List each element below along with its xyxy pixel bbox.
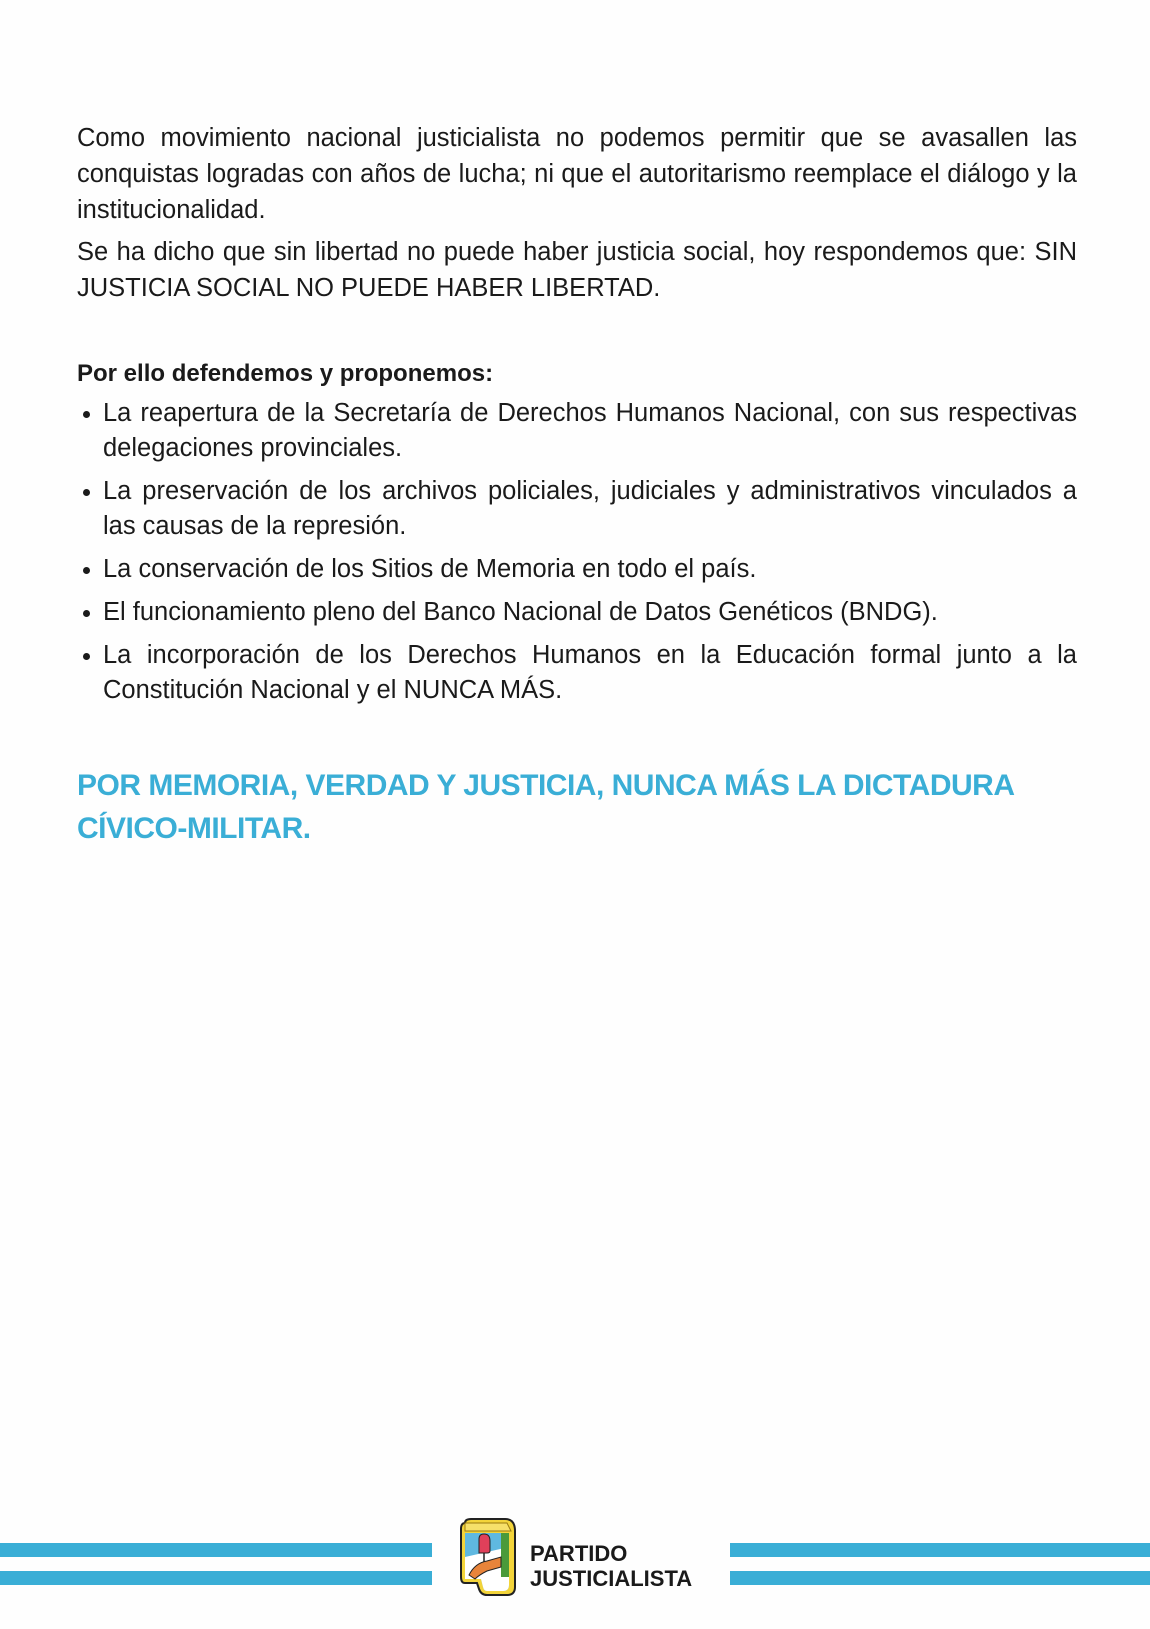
bullet-icon [83, 610, 90, 617]
proposals-heading: Por ello defendemos y proponemos: [77, 360, 494, 387]
intro-paragraph: Como movimiento nacional justicialista no podemos permitir que se avasallen las conquistas logradas con años de lucha; ni que el autoritarismo reemplace el diálogo y la institucionalidad. [77, 124, 1077, 224]
bullet-icon [83, 653, 90, 660]
slogan [77, 764, 1087, 850]
list-item [77, 595, 1077, 630]
proposals-list [77, 396, 1077, 716]
slogan-line-2: CÍVICO-MILITAR. [77, 812, 311, 845]
bullet-icon [83, 411, 90, 418]
list-item-text: El funcionamiento pleno del Banco Nacional de Datos Genéticos (BNDG). [103, 598, 938, 626]
brand-line-1: PARTIDO [530, 1541, 628, 1566]
list-item [77, 474, 1077, 544]
stripe-right-bottom [730, 1571, 1150, 1585]
brand-line-2: JUSTICIALISTA [530, 1566, 693, 1591]
list-item-text: La preservación de los archivos policiales, judiciales y administrativos vinculados a las causas de la represión. [103, 477, 1077, 540]
statement-paragraph: Se ha dicho que sin libertad no puede haber justicia social, hoy respondemos que: SIN JUSTICIA SOCIAL NO PUEDE HABER LIBERTAD. [77, 238, 1077, 302]
list-item [77, 638, 1077, 708]
list-item-text: La conservación de los Sitios de Memoria en todo el país. [103, 555, 757, 583]
stripe-right-top [730, 1543, 1150, 1557]
list-item-text: La reapertura de la Secretaría de Derechos Humanos Nacional, con sus respectivas delegaciones provinciales. [103, 399, 1077, 462]
list-item-text: La incorporación de los Derechos Humanos en la Educación formal junto a la Constitución Nacional y el NUNCA MÁS. [103, 641, 1077, 704]
slogan-line-1: POR MEMORIA, VERDAD Y JUSTICIA, NUNCA MÁS LA DICTADURA [77, 769, 1015, 802]
bullet-icon [83, 489, 90, 496]
list-item [77, 396, 1077, 466]
stripe-left-bottom [0, 1571, 432, 1585]
stripe-left-top [0, 1543, 432, 1557]
bullet-icon [83, 567, 90, 574]
party-name [530, 1541, 692, 1591]
party-shield-logo-icon [457, 1517, 519, 1597]
list-item [77, 552, 1077, 587]
